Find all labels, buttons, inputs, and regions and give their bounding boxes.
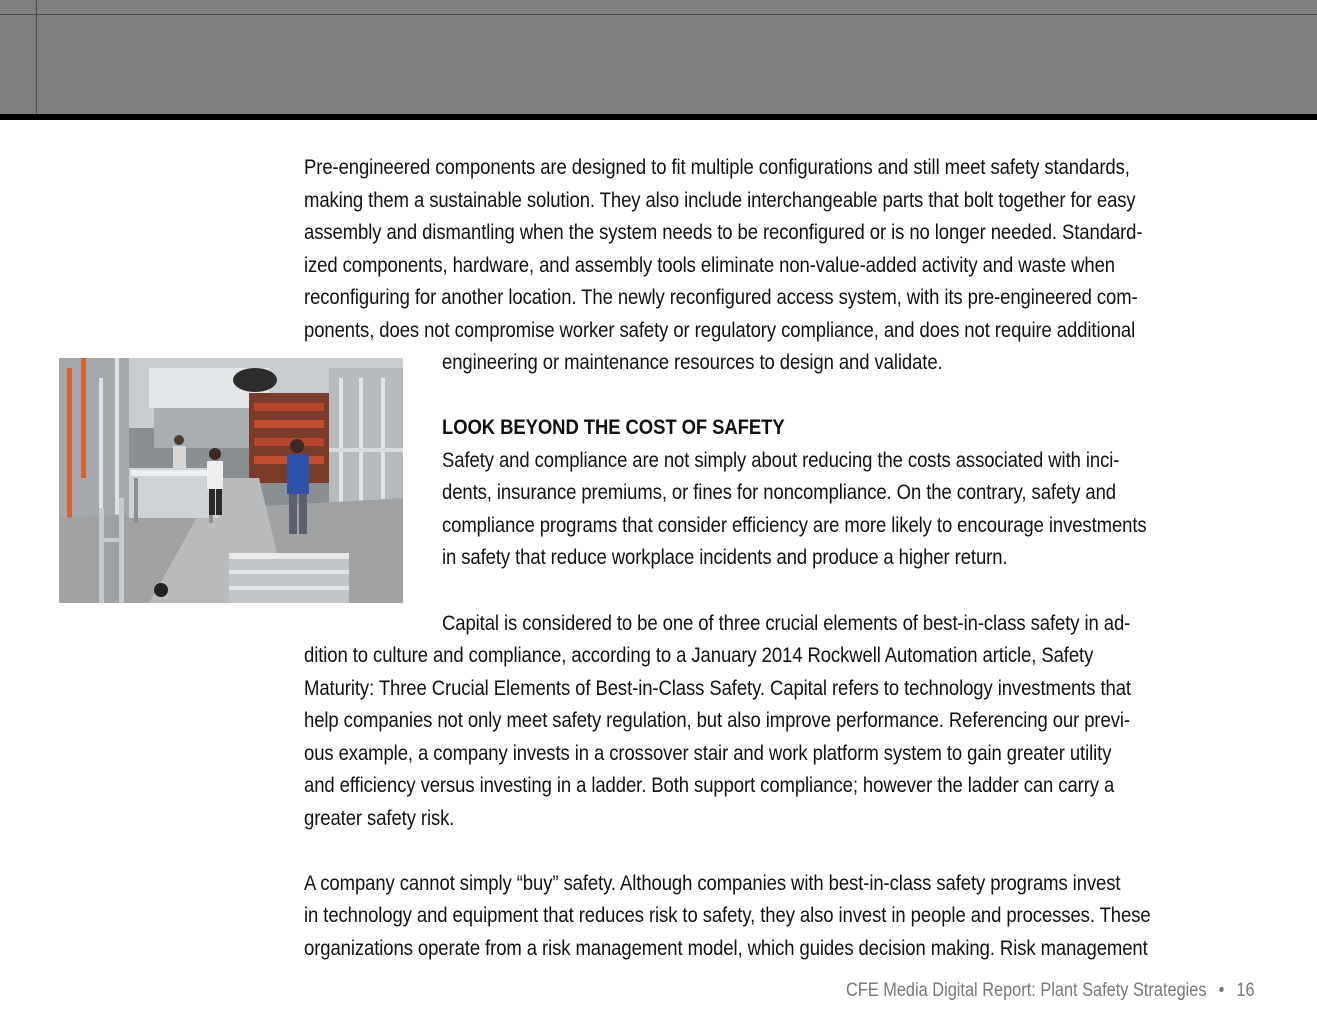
p2-line-2: dents, insurance premiums, or fines for noncompliance. On the contrary, safety and (442, 480, 1116, 504)
p1-line-6: ponents, does not compromise worker safety or regulatory compliance, and does not require additional (304, 318, 1136, 342)
p1-line-5: reconfiguring for another location. The newly reconfigured access system, with its pre-engineered com- (304, 285, 1138, 309)
p1-line-4: ized components, hardware, and assembly tools eliminate non-value-added activity and waste when (304, 253, 1115, 277)
header-rule (0, 114, 1317, 120)
header-vertical-line (36, 0, 37, 114)
p1-line-1: Pre-engineered components are designed to fit multiple configurations and still meet safety standards, (304, 155, 1130, 179)
p3-line-2: dition to culture and compliance, according to a January 2014 Rockwell Automation article, Safety (304, 643, 1094, 667)
p3-line-4: help companies not only meet safety regulation, but also improve performance. Referencing our previ- (304, 708, 1130, 732)
footer-title: CFE Media Digital Report: Plant Safety Strategies (846, 980, 1207, 1001)
footer-separator: • (1218, 980, 1225, 1001)
p3-line-6: and efficiency versus investing in a ladder. Both support compliance; however the ladder can carry a (304, 773, 1115, 797)
p1-line-7: engineering or maintenance resources to design and validate. (442, 350, 943, 374)
section-heading: LOOK BEYOND THE COST OF SAFETY (442, 415, 785, 439)
p3-line-7: greater safety risk. (304, 806, 455, 830)
page-number: 16 (1236, 980, 1255, 1001)
header-top-line (0, 14, 1317, 15)
p3-line-1: Capital is considered to be one of three crucial elements of best-in-class safety in ad- (442, 611, 1131, 635)
p2-line-4: in safety that reduce workplace incidents and produce a higher return. (442, 545, 1008, 569)
p2-line-1: Safety and compliance are not simply about reducing the costs associated with inci- (442, 448, 1120, 472)
p4-line-3: organizations operate from a risk management model, which guides decision making. Risk management (304, 936, 1148, 960)
header-band (0, 0, 1317, 114)
p1-line-3: assembly and dismantling when the system needs to be reconfigured or is no longer needed. Standard- (304, 220, 1143, 244)
page-footer (846, 980, 1255, 1002)
p2-line-3: compliance programs that consider efficiency are more likely to encourage investments (442, 513, 1147, 537)
p4-line-2: in technology and equipment that reduces risk to safety, they also invest in people and processes. These (304, 903, 1151, 927)
p4-line-1: A company cannot simply “buy” safety. Although companies with best-in-class safety programs invest (304, 871, 1121, 895)
p3-line-3: Maturity: Three Crucial Elements of Best-in-Class Safety. Capital refers to technology investments that (304, 676, 1131, 700)
p1-line-2: making them a sustainable solution. They also include interchangeable parts that bolt together for easy (304, 188, 1136, 212)
factory-floor-photo (59, 358, 403, 603)
p3-line-5: ous example, a company invests in a crossover stair and work platform system to gain greater utility (304, 741, 1112, 765)
